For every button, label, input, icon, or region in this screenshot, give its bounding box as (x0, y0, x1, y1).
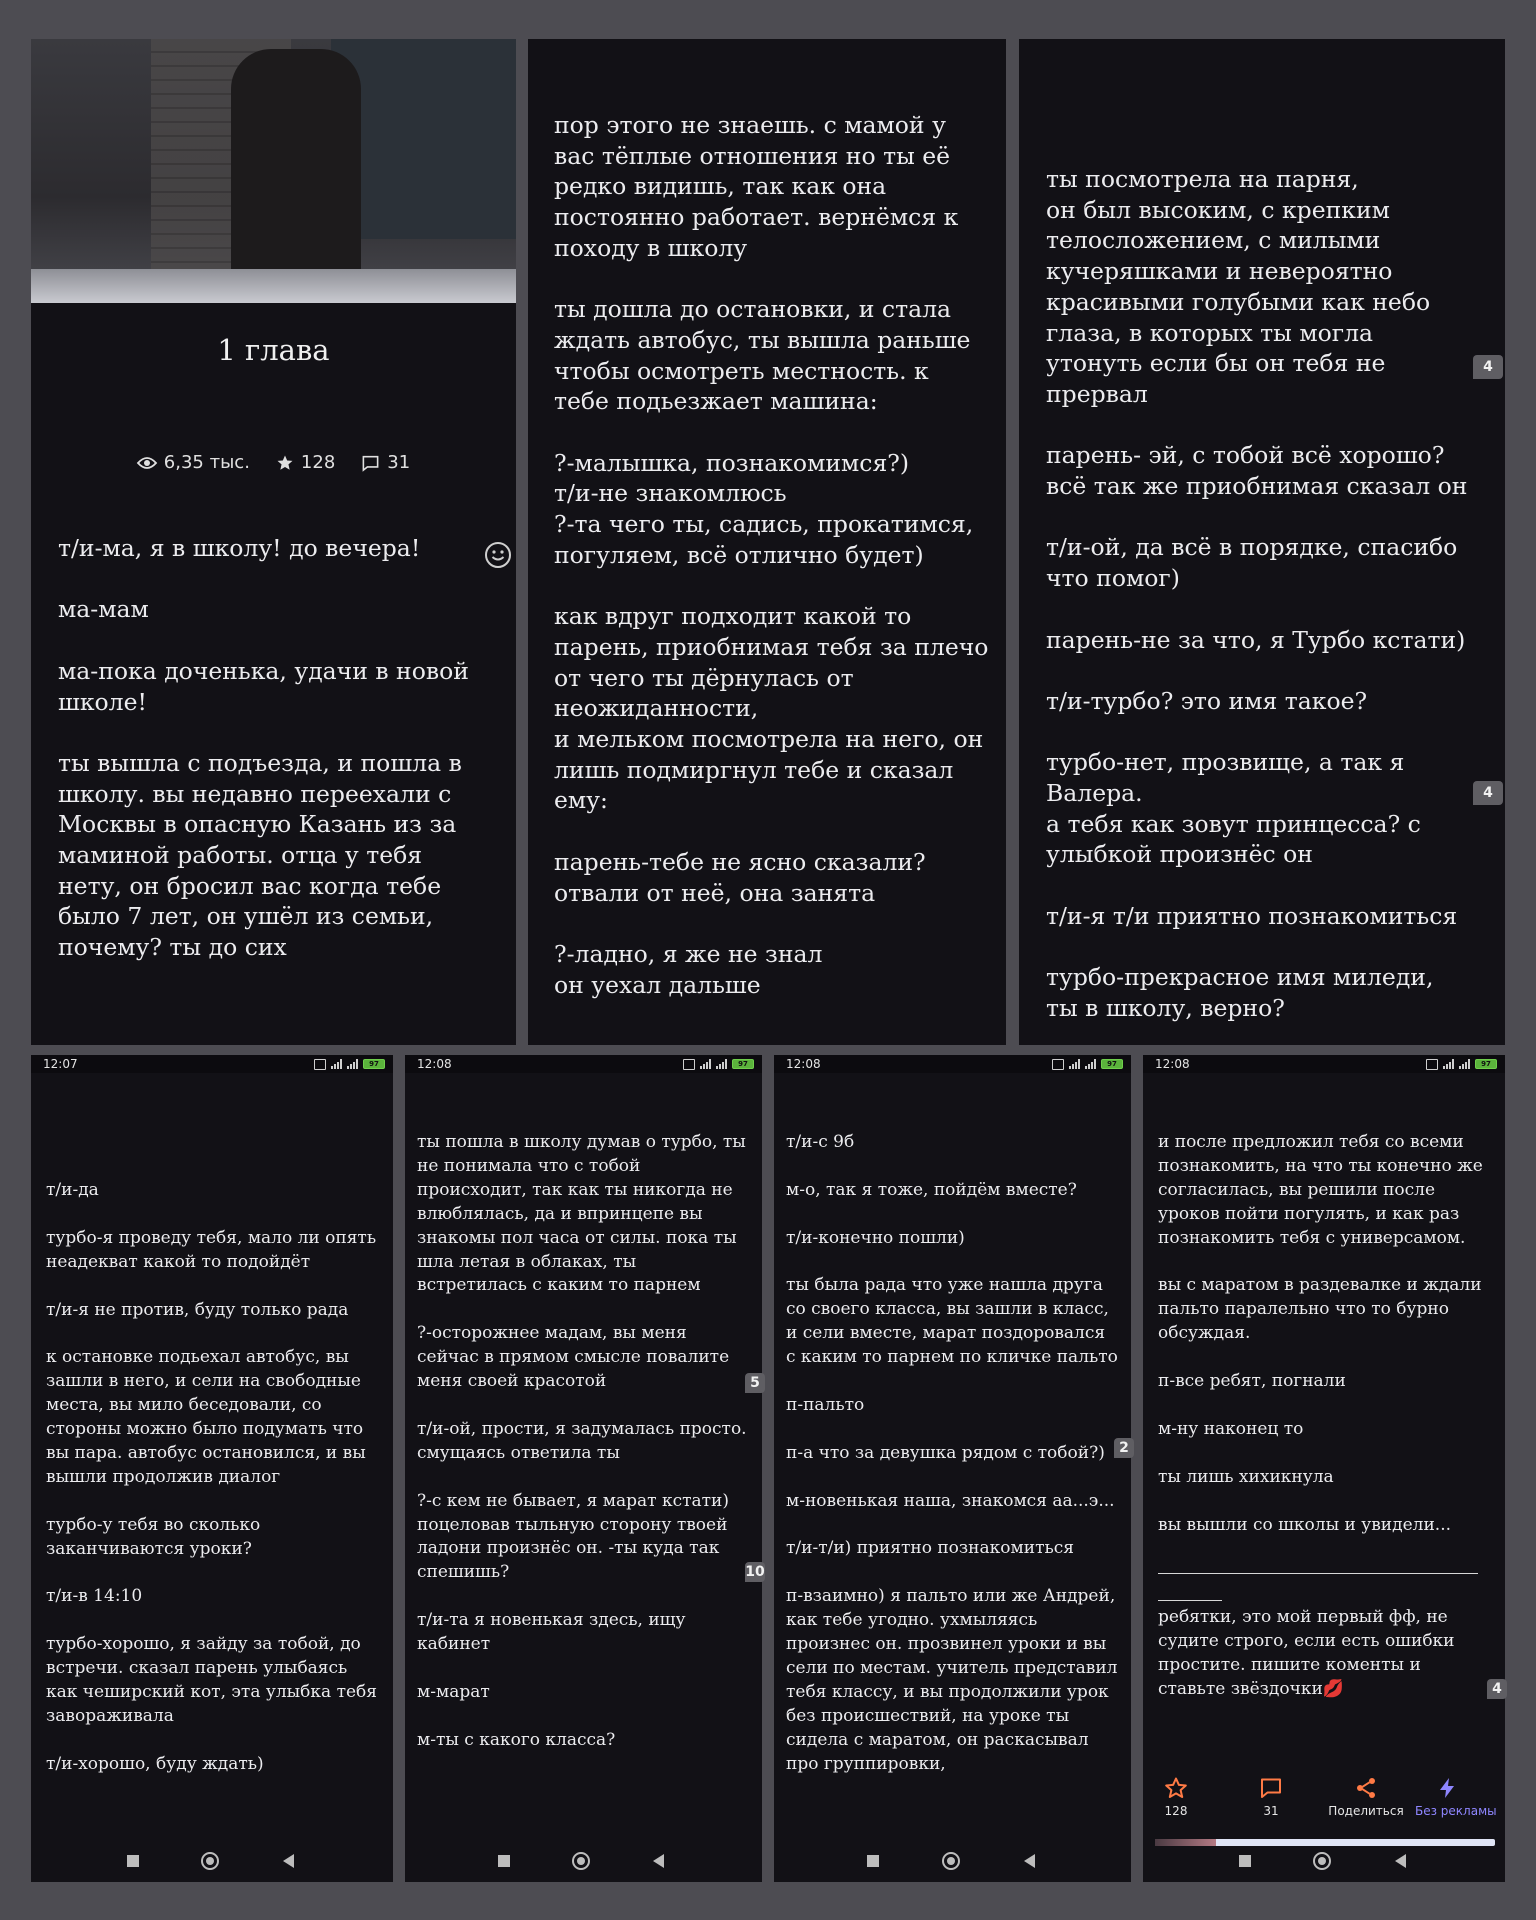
eye-icon (137, 456, 157, 470)
recents-button[interactable] (1239, 1855, 1251, 1867)
signal-icon (347, 1059, 358, 1069)
gallery-icon (1052, 1059, 1064, 1070)
views-count: 6,35 тыс. (163, 452, 250, 473)
stars-count: 128 (1164, 1804, 1188, 1818)
comment-icon (361, 454, 380, 472)
nav-bar (1143, 1840, 1505, 1882)
comment-badge[interactable]: 4 (1487, 1679, 1507, 1699)
nav-bar (774, 1840, 1131, 1882)
chapter-screen-3 (1019, 39, 1505, 1045)
phone-screen-4 (31, 1055, 393, 1882)
gallery-icon (314, 1059, 326, 1070)
chapter-text: т/и-с 9б м-о, так я тоже, пойдём вместе? т/и-конечно пошли) ты была рада что уже нашла друга со своего класса, вы зашли в класс, и сели вместе, марат поздоровался с каким то парнем по кличке пальто п-пальто п-а что за девушка рядом с тобой?) м-новенькая наша, знакомся аа...э... т/и-т/и) приятно познакомиться п-взаимно) я пальто или же Андрей, как тебе угодно. ухмыляясь произнес он. прозвинел уроки и вы сели по местам. учитель представил тебя классу, и вы продолжили урок без происшествий, на уроке ты сидела с маратом, он раскасывал про группировки, (786, 1132, 1118, 1774)
battery-icon: 97 (1475, 1059, 1497, 1069)
status-icons (1052, 1058, 1123, 1070)
stars-stat (276, 452, 335, 473)
home-button[interactable] (572, 1852, 590, 1870)
chapter-text: пор этого не знаешь. с мамой у вас тёплые отношения но ты её редко видишь, так как она постоянно работает. вернёмся к походу в школу ты дошла до остановки, и стала ждать автобус, ты вышла раньше чтобы осмотреть местность. к тебе подьезжает машина: ?-малышка, познакомимся?) т/и-не знакомлюсь ?-та чего ты, садись, прокатимся, погуляем, всё отлично будет) как вдруг подходит какой то парень, приобнимая тебя за плечо от чего ты дёрнулась от неожиданности, и мельком посмотрела на него, он лишь подмиргнул тебе и сказал ему: парень-тебе не ясно сказали? отвали от неё, она занята ?-ладно, я же не знал он уехал дальше (554, 111, 989, 999)
share-label: Поделиться (1328, 1804, 1404, 1818)
status-bar (774, 1055, 1131, 1073)
chapter-text: ты посмотрела на парня, он был высоким, с крепким телосложением, с милыми кучеряшками и невероятно красивыми голубыми как небо глаза, в которых ты могла утонуть если бы он тебя не прервал парень- эй, с тобой всё хорошо? всё так же приобнимая сказал он т/и-ой, да всё в порядке, спасибо что помог) парень-не за что, я Турбо кстати) т/и-турбо? это имя такое? турбо-нет, прозвище, а так я Валера. а тебя как зовут принцесса? с улыбкой произнёс он т/и-я т/и приятно познакомиться турбо-прекрасное имя миледи, ты в школу, верно? (1046, 165, 1468, 1022)
back-button[interactable] (283, 1854, 294, 1868)
chapter-title: 1 глава (217, 333, 330, 367)
star-action[interactable] (1131, 1776, 1221, 1818)
recents-button[interactable] (867, 1855, 879, 1867)
battery-icon: 97 (732, 1059, 754, 1069)
status-icons (314, 1058, 385, 1070)
home-button[interactable] (1313, 1852, 1331, 1870)
signal-icon (1443, 1059, 1454, 1069)
gallery-icon (1426, 1059, 1438, 1070)
nav-bar (405, 1840, 762, 1882)
signal-icon (716, 1059, 727, 1069)
divider (1158, 1573, 1478, 1574)
comment-badge[interactable]: 4 (1473, 781, 1503, 805)
signal-icon (331, 1059, 342, 1069)
back-button[interactable] (653, 1854, 664, 1868)
signal-icon (1459, 1059, 1470, 1069)
comment-badge[interactable]: 10 (745, 1564, 765, 1580)
comments-stat (361, 452, 410, 473)
lightning-icon (1435, 1776, 1459, 1800)
comment-action[interactable] (1226, 1776, 1316, 1818)
back-button[interactable] (1395, 1854, 1406, 1868)
recents-button[interactable] (498, 1855, 510, 1867)
chapter-screen-2 (528, 39, 1006, 1045)
status-icons (1426, 1058, 1497, 1070)
share-action[interactable] (1321, 1776, 1411, 1818)
status-bar (1143, 1055, 1505, 1073)
views-stat (137, 452, 250, 473)
signal-icon (1085, 1059, 1096, 1069)
star-icon (1164, 1776, 1188, 1800)
nav-bar (31, 1840, 393, 1882)
cover-image (31, 39, 516, 303)
signal-icon (700, 1059, 711, 1069)
status-time: 12:08 (1155, 1057, 1190, 1071)
status-time: 12:08 (786, 1057, 821, 1071)
battery-icon: 97 (1101, 1059, 1123, 1069)
status-bar (31, 1055, 393, 1073)
status-icons (683, 1058, 754, 1070)
comments-count: 31 (1263, 1804, 1279, 1818)
phone-screen-6 (774, 1055, 1131, 1882)
status-bar (405, 1055, 762, 1073)
star-icon (276, 454, 294, 472)
no-ads-label: Без рекламы (1415, 1804, 1497, 1818)
comment-badge[interactable]: 4 (1473, 355, 1503, 379)
author-note: ребятки, это мой первый фф, не судите строго, если есть ошибки простите. пишите коменты и ставьте звёздочки💋 (1158, 1607, 1460, 1699)
phone-screen-5 (405, 1055, 765, 1882)
comment-badge[interactable]: 2 (1114, 1438, 1134, 1458)
chapter-text: т/и-да турбо-я проведу тебя, мало ли опять неадекват какой то подойдёт т/и-я не против, буду только рада к остановке подьехал автобус, вы зашли в него, и сели на свободные места, вы мило беседовали, со стороны можно было подумать что вы пара. автобус остановился, и вы вышли продолжив диалог турбо-у тебя во сколько заканчиваются уроки? т/и-в 14:10 турбо-хорошо, я зайду за тобой, до встречи. сказал парень улыбаясь как чеширский кот, эта улыбка тебя завораживала т/и-хорошо, буду ждать) (46, 1180, 378, 1774)
signal-icon (1069, 1059, 1080, 1069)
chapter-text: и после предложил тебя со всеми познакомить, на что ты конечно же согласилась, вы решили после уроков пойти погулять, и как раз познакомить тебя с универсамом. вы с маратом в раздевалке и ждали пальто паралельно что то бурно обсуждая. п-все ребят, погнали м-ну наконец то ты лишь хихикнула вы вышли со школы и увидели... (1158, 1132, 1483, 1535)
gallery-icon (683, 1059, 695, 1070)
comment-badge[interactable]: 5 (745, 1373, 765, 1393)
home-button[interactable] (201, 1852, 219, 1870)
back-button[interactable] (1024, 1854, 1035, 1868)
status-time: 12:08 (417, 1057, 452, 1071)
divider (1158, 1600, 1222, 1601)
chapter-text: ты пошла в школу думав о турбо, ты не понимала что с тобой происходит, так как ты никогда не влюблялась, да и впринцепе вы знакомы пол часа от силы. пока ты шла летая в облаках, ты встретилась с каким то парнем ?-осторожнее мадам, вы меня сейчас в прямом смысле повалите меня своей красотой т/и-ой, прости, я задумалась просто. смущаясь ответила ты ?-с кем не бывает, я марат кстати) поцеловав тыльную сторону твоей ладони произнёс он. -ты куда так спешишь? т/и-та я новенькая здесь, ищу кабинет м-марат м-ты с какого класса? (417, 1132, 747, 1750)
battery-icon: 97 (363, 1059, 385, 1069)
status-time: 12:07 (43, 1057, 78, 1071)
share-icon (1354, 1776, 1378, 1800)
chapter-screen-1 (31, 39, 516, 1045)
home-button[interactable] (942, 1852, 960, 1870)
comments-count: 31 (387, 452, 411, 473)
chapter-stats (31, 452, 516, 473)
stars-count: 128 (300, 452, 336, 473)
reaction-icon[interactable] (484, 541, 510, 567)
chapter-text: т/и-ма, я в школу! до вечера! ма-мам ма-пока доченька, удачи в новой школе! ты вышла с подъезда, и пошла в школу. вы недавно переехали с Москвы в опасную Казань из за маминой работы. отца у тебя нету, он бросил вас когда тебе было 7 лет, он ушёл из семьи, почему? ты до сих (58, 534, 469, 962)
no-ads-action[interactable] (1415, 1776, 1505, 1818)
phone-screen-7 (1143, 1055, 1505, 1882)
recents-button[interactable] (127, 1855, 139, 1867)
comment-icon (1259, 1776, 1283, 1800)
